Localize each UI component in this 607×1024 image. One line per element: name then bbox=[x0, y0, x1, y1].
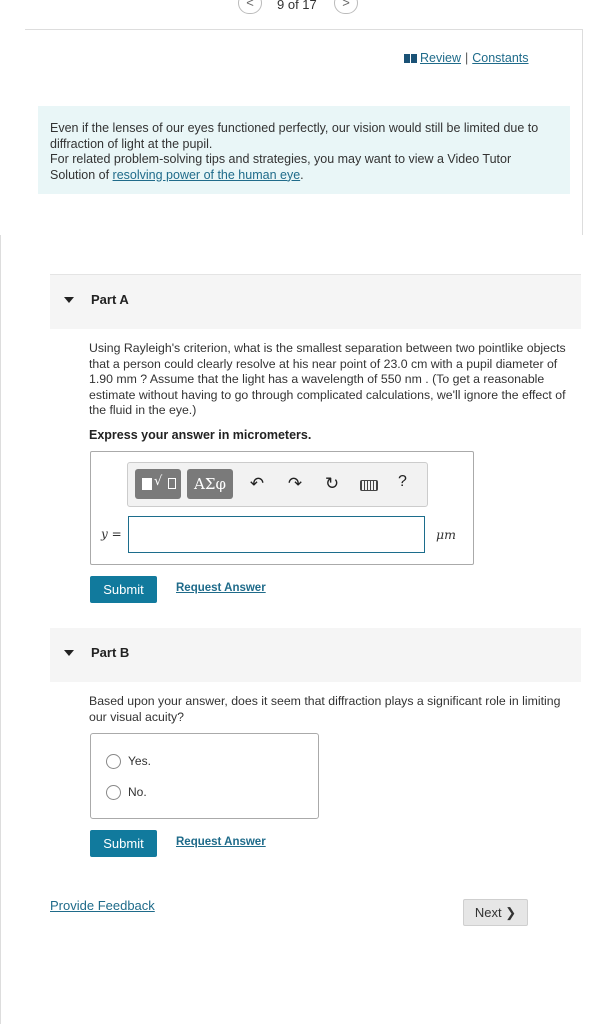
intro-panel bbox=[38, 106, 570, 194]
part-b-question: Based upon your answer, does it seem that diffraction plays a significant role in limiting our visual acuity? bbox=[89, 694, 561, 724]
top-links bbox=[404, 51, 529, 65]
collapse-triangle-icon bbox=[64, 297, 74, 303]
divider bbox=[0, 235, 1, 1024]
reset-icon[interactable]: ↻ bbox=[324, 474, 340, 493]
review-link[interactable]: Review bbox=[420, 51, 461, 65]
part-b-title: Part B bbox=[91, 645, 130, 660]
part-a-header[interactable] bbox=[50, 275, 581, 329]
page-count: 9 of 17 bbox=[277, 0, 317, 12]
math-toolbar bbox=[127, 462, 428, 507]
options-box bbox=[90, 733, 319, 819]
next-problem-button[interactable] bbox=[334, 0, 358, 14]
collapse-triangle-icon bbox=[64, 650, 74, 656]
link-separator: | bbox=[465, 51, 469, 65]
next-label: Next bbox=[474, 905, 502, 920]
intro-tip: For related problem-solving tips and strategies, you may want to view a Video Tutor Solution of resolving power of the human eye. bbox=[50, 152, 512, 182]
option-no-label[interactable]: No. bbox=[128, 785, 147, 799]
keyboard-icon[interactable] bbox=[360, 480, 378, 491]
radio-no[interactable] bbox=[106, 785, 121, 800]
answer-input[interactable] bbox=[128, 516, 425, 553]
part-b-submit-button[interactable]: Submit bbox=[90, 830, 157, 857]
part-a-title: Part A bbox=[91, 292, 129, 307]
video-tutor-link[interactable]: resolving power of the human eye bbox=[112, 167, 301, 182]
part-a-question: Using Rayleigh's criterion, what is the smallest separation between two pointlike objects that a person could clearly resolve at his near point of 23.0 cm with a pupil diameter of 1.90 mm ? Assume that the light has a wavelength of 550 nm . (To get a reasonable estimate without having to go through complicated calculations, we'll ignore the effect of the fluid in the eye.) bbox=[89, 341, 566, 417]
option-yes-label[interactable]: Yes. bbox=[128, 754, 151, 768]
answer-instruction: Express your answer in micrometers. bbox=[89, 428, 312, 442]
part-a-request-answer-link[interactable]: Request Answer bbox=[176, 582, 266, 594]
undo-icon[interactable]: ↶ bbox=[249, 474, 265, 493]
constants-link[interactable]: Constants bbox=[472, 51, 529, 65]
template-block-icon bbox=[142, 478, 152, 490]
pager bbox=[0, 0, 607, 14]
radio-yes[interactable] bbox=[106, 754, 121, 769]
chevron-right-icon: > bbox=[342, 0, 350, 10]
help-icon[interactable]: ? bbox=[398, 473, 407, 490]
divider bbox=[25, 29, 583, 30]
divider bbox=[582, 29, 583, 235]
chevron-right-icon: ❯ bbox=[505, 905, 517, 920]
variable-label: y = bbox=[101, 527, 122, 541]
previous-button[interactable] bbox=[238, 0, 262, 14]
next-button[interactable] bbox=[463, 899, 528, 926]
part-b-request-answer-link[interactable]: Request Answer bbox=[176, 836, 266, 848]
part-a-submit-button[interactable]: Submit bbox=[90, 576, 157, 603]
greek-symbols-button[interactable]: ΑΣφ bbox=[187, 469, 233, 499]
templates-button[interactable] bbox=[135, 469, 181, 499]
book-icon bbox=[404, 54, 417, 63]
intro-text: Even if the lenses of our eyes functioned perfectly, our vision would still be limited due to diffraction of light at the pupil. bbox=[50, 121, 539, 151]
unit-label: μm bbox=[436, 527, 456, 542]
provide-feedback-link[interactable]: Provide Feedback bbox=[50, 898, 155, 913]
radical-icon: √ bbox=[154, 474, 163, 489]
template-box-icon bbox=[168, 478, 176, 489]
chevron-left-icon: < bbox=[246, 0, 254, 10]
redo-icon[interactable]: ↷ bbox=[287, 474, 303, 493]
part-b-header[interactable] bbox=[50, 628, 581, 682]
